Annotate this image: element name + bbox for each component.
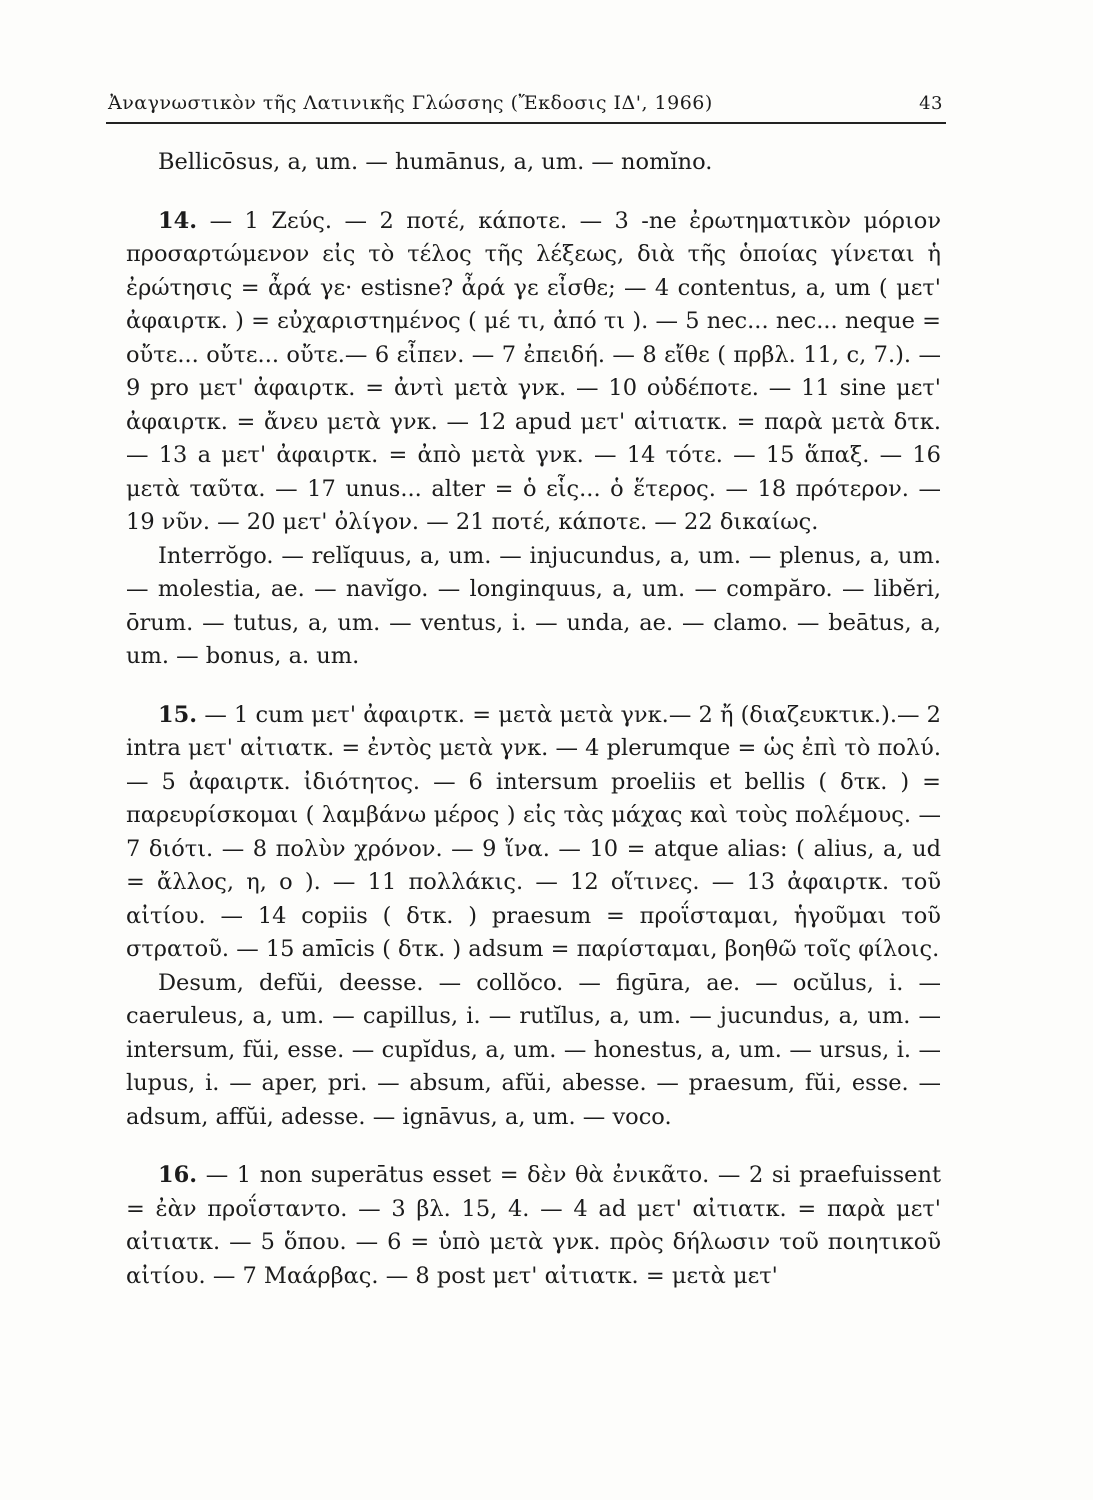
header-rule	[106, 122, 946, 124]
paragraph-text: — 1 Ζεύς. — 2 ποτέ, κάποτε. — 3 -ne ἐρωτηματικὸν μόριον προσαρτώμενον εἰς τὸ τέλος τῆς λέξεως, διὰ τῆς ὁποίας γίνεται ἡ ἐρώτησις = ἆρά γε· estisne? ἆρά γε εἶσθε; — 4 contentus, a, um ( μετ' ἀφαιρτκ. ) = εὐχαριστημένος ( μέ τι, ἀπό τι ). — 5 nec... nec... neque = οὔτε... οὔτε... οὔτε.— 6 εἶπεν. — 7 ἐπειδή. — 8 εἴθε ( πρβλ. 11, c, 7.). — 9 pro μετ' ἀφαιρτκ. = ἀντὶ μετὰ γνκ. — 10 οὐδέποτε. — 11 sine μετ' ἀφαιρτκ. = ἄνευ μετὰ γνκ. — 12 apud μετ' αἰτιατκ. = παρὰ μετὰ δτκ. — 13 a μετ' ἀφαιρτκ. = ἀπὸ μετὰ γνκ. — 14 τότε. — 15 ἅπαξ. — 16 μετὰ ταῦτα. — 17 unus... alter = ὁ εἷς... ὁ ἕτερος. — 18 πρότερον. — 19 νῦν. — 20 μετ' ὀλίγον. — 21 ποτέ, κάποτε. — 22 δικαίως.	[126, 207, 941, 535]
paragraph-text: — 1 non superātus esset = δὲν θὰ ἐνικᾶτο. — 2 si praefuissent = ἐὰν προΐσταντο. — 3 βλ. 15, 4. — 4 ad μετ' αἰτιατκ. = παρὰ μετ' αἰτιατκ. — 5 ὅπου. — 6 = ὑπὸ μετὰ γνκ. πρὸς δήλωσιν τοῦ ποιητικοῦ αἰτίου. — 7 Μαάρβας. — 8 post μετ' αἰτιατκ. = μετὰ μετ'	[126, 1162, 941, 1289]
paragraph-text: Bellicōsus, a, um. — humānus, a, um. — nomĭno.	[158, 149, 713, 175]
vocabulary-paragraph	[126, 540, 941, 674]
vocabulary-paragraph	[126, 146, 941, 180]
section-15-notes	[126, 699, 941, 967]
vocabulary-paragraph	[126, 967, 941, 1135]
paragraph-text: — 1 cum μετ' ἀφαιρτκ. = μετὰ μετὰ γνκ.— 2 ἤ (διαζευκτικ.).— 2 intra μετ' αἰτιατκ. = ἐντὸς μετὰ γνκ. — 4 plerumque = ὡς ἐπὶ τὸ πολύ. — 5 ἀφαιρτκ. ἰδιότητος. — 6 intersum proeliis et bellis ( δτκ. ) = παρευρίσκομαι ( λαμβάνω μέρος ) εἰς τὰς μάχας καὶ τοὺς πολέμους. — 7 διότι. — 8 πολὺν χρόνον. — 9 ἵνα. — 10 = atque alias: ( alius, a, ud = ἄλλος, η, ο ). — 11 πολλάκις. — 12 οἵτινες. — 13 ἀφαιρτκ. τοῦ αἰτίου. — 14 copiis ( δτκ. ) praesum = προΐσταμαι, ἡγοῦμαι τοῦ στρατοῦ. — 15 amīcis ( δτκ. ) adsum = παρίσταμαι, βοηθῶ τοῖς φίλοις.	[126, 701, 941, 962]
section-16-notes	[126, 1159, 941, 1293]
paragraph-text: Desum, defŭi, deesse. — collŏco. — figūra, ae. — ocŭlus, i. — caeruleus, a, um. — capillus, i. — rutĭlus, a, um. — jucundus, a, um. — intersum, fŭi, esse. — cupĭdus, a, um. — honestus, a, um. — ursus, i. — lupus, i. — aper, pri. — absum, afŭi, abesse. — praesum, fŭi, esse. — adsum, affŭi, adesse. — ignāvus, a, um. — voco.	[126, 969, 941, 1130]
header-title: Ἀναγνωστικὸν τῆς Λατινικῆς Γλώσσης (Ἔκδοσις ΙΔ', 1966)	[108, 92, 713, 114]
section-14-notes	[126, 205, 941, 540]
running-header	[108, 92, 943, 114]
text-body	[126, 146, 941, 1293]
page-number: 43	[919, 93, 943, 114]
section-number: 16.	[158, 1162, 198, 1188]
document-page	[78, 0, 948, 1500]
paragraph-gap	[126, 180, 941, 205]
paragraph-gap	[126, 674, 941, 699]
section-number: 14.	[158, 207, 198, 234]
paragraph-text: Interrŏgo. — relĭquus, a, um. — injucundus, a, um. — plenus, a, um. — molestia, ae. — navĭgo. — longinquus, a, um. — compăro. — libĕri, ōrum. — tutus, a, um. — ventus, i. — unda, ae. — clamo. — beātus, a, um. — bonus, a. um.	[126, 542, 941, 669]
section-number: 15.	[158, 701, 198, 728]
paragraph-gap	[126, 1134, 941, 1159]
